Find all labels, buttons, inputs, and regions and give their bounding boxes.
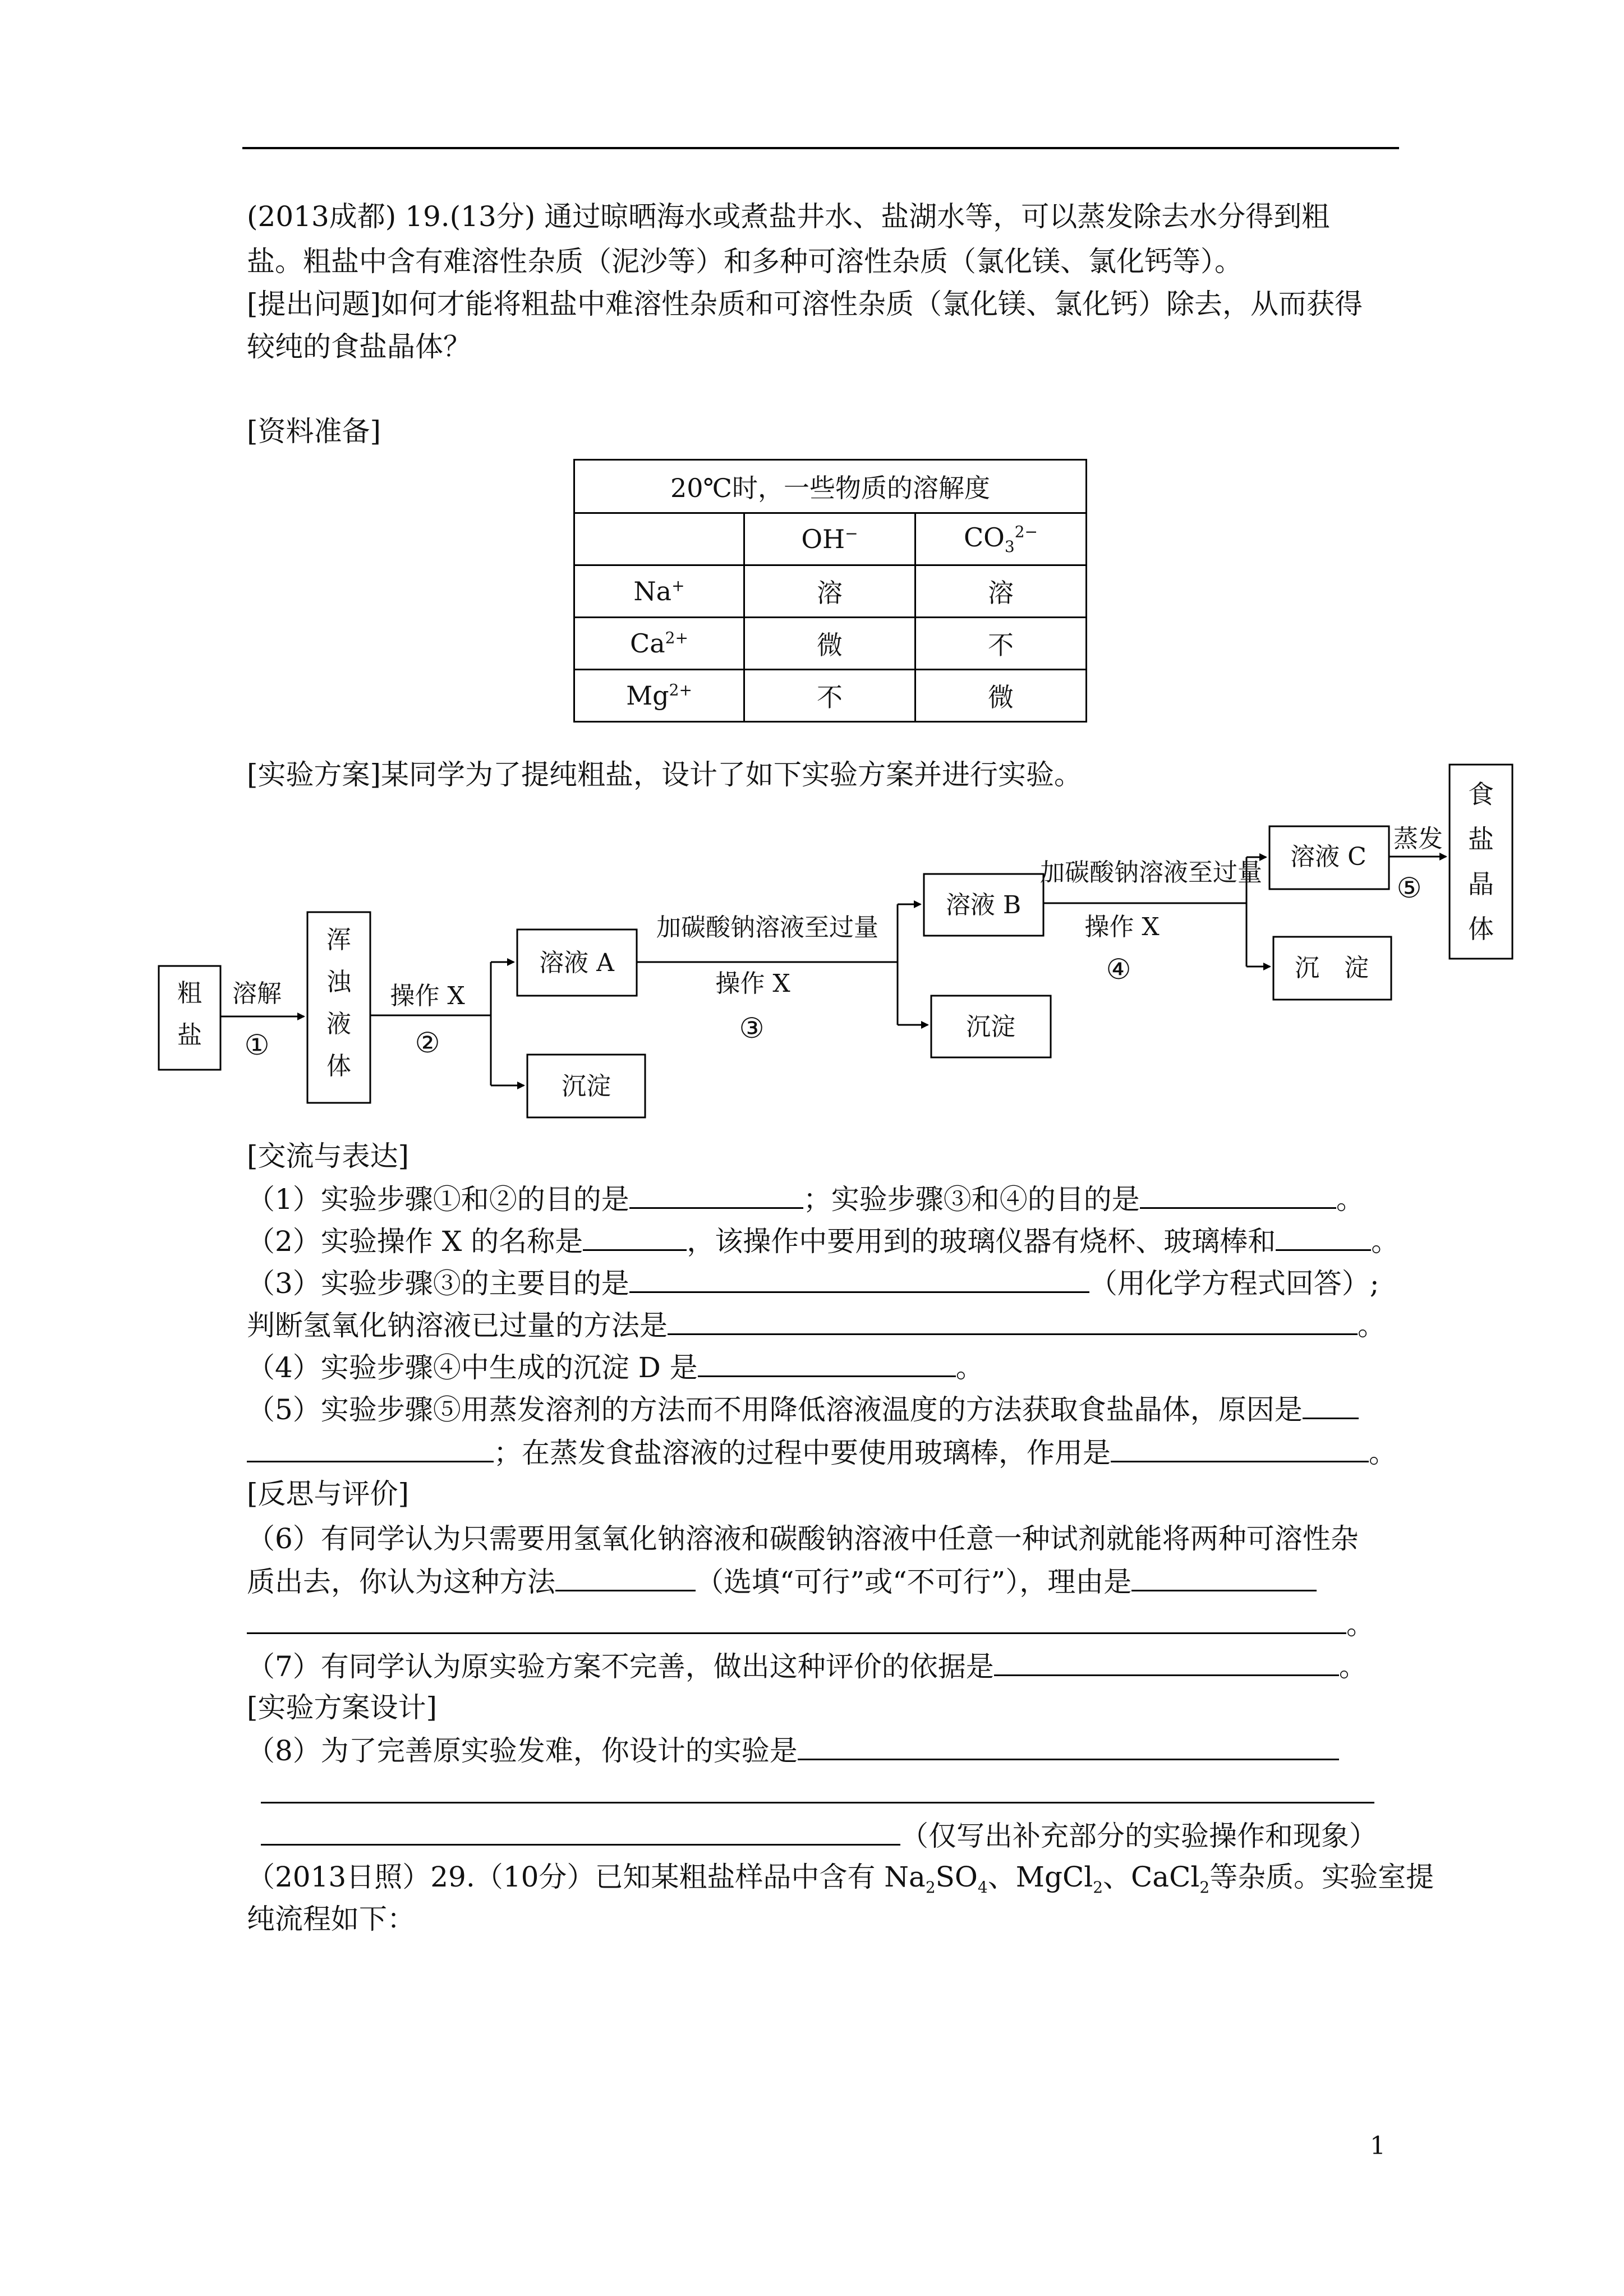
answer-blank[interactable] [629, 1262, 1089, 1293]
question-2: （2）实验操作 X 的名称是 ，该操作中要用到的玻璃仪器有烧杯、玻璃棒和 。 [247, 1220, 1402, 1262]
dissolve-label: 溶解 [232, 979, 282, 1008]
answer-blank[interactable] [629, 1178, 803, 1209]
materials-heading: [资料准备] [247, 415, 381, 448]
table-col-oh: OH− [744, 513, 915, 565]
page-number: 1 [1370, 2132, 1386, 2160]
row-ion: $Mg^{2+}$ [574, 670, 744, 722]
answer-blank[interactable] [247, 1603, 1346, 1634]
question-5-cont: ；在蒸发食盐溶液的过程中要使用玻璃棒，作用是 。 [247, 1432, 1402, 1473]
turbid-4: 体 [326, 1052, 351, 1080]
answer-blank[interactable] [1303, 1388, 1359, 1419]
row-co3: 不 [915, 618, 1087, 670]
question-4: （4）实验步骤④中生成的沉淀 D 是 。 [247, 1346, 1402, 1388]
crude-2: 盐 [177, 1021, 202, 1050]
intro-line-1: (2013成都) 19.(13分) 通过晾晒海水或煮盐井水、盐湖水等，可以蒸发除去水分得到粗 [247, 200, 1330, 233]
question-8: （8）为了完善原实验发难，你设计的实验是 [247, 1729, 1402, 1771]
add-sodium-carbonate-1: 加碳酸钠溶液至过量 [656, 913, 878, 942]
salt-1: 食 [1468, 779, 1494, 809]
question-8-line [261, 1773, 1416, 1814]
salt-4: 体 [1468, 914, 1494, 944]
operation-x-4: 操作 X [1084, 913, 1160, 941]
step-1: ① [244, 1029, 270, 1061]
next-problem-line-2: 纯流程如下： [247, 1903, 415, 1935]
salt-2: 盐 [1468, 824, 1494, 854]
question-8-end: （仅写出补充部分的实验操作和现象） [261, 1815, 1416, 1856]
step-3: ③ [739, 1012, 765, 1045]
evaporate-label: 蒸发 [1393, 825, 1443, 853]
question-7: （7）有同学认为原实验方案不完善，做出这种评价的依据是 。 [247, 1645, 1402, 1687]
solution-c: 溶液 C [1290, 843, 1367, 871]
crude-1: 粗 [177, 979, 202, 1007]
question-3: （3）实验步骤③的主要目的是 （用化学方程式回答）; [247, 1262, 1402, 1304]
salt-3: 晶 [1468, 869, 1494, 899]
table-col-co3: $CO_3^{2-}$ [915, 513, 1087, 565]
answer-blank[interactable] [1276, 1220, 1371, 1251]
plan-text: [实验方案]某同学为了提纯粗盐，设计了如下实验方案并进行实验。 [247, 758, 1083, 791]
answer-blank[interactable] [698, 1346, 956, 1377]
row-co3: 溶 [915, 565, 1087, 618]
answer-blank[interactable] [994, 1645, 1339, 1676]
answer-blank[interactable] [583, 1220, 687, 1251]
row-ion: Na+ [574, 565, 744, 618]
row-oh: 溶 [744, 565, 915, 618]
operation-x-2: 操作 X [390, 982, 465, 1010]
intro-line-2: 盐。粗盐中含有难溶性杂质（泥沙等）和多种可溶性杂质（氯化镁、氯化钙等）。 [247, 245, 1243, 278]
answer-blank[interactable] [247, 1432, 494, 1462]
heading-reflection: [反思与评价] [247, 1478, 410, 1510]
row-co3: 微 [915, 670, 1087, 722]
precipitate-2: 沉淀 [966, 1013, 1015, 1041]
precipitate-1: 沉淀 [562, 1072, 611, 1101]
question-5: （5）实验步骤⑤用蒸发溶剂的方法而不用降低溶液温度的方法获取食盐晶体，原因是 [247, 1388, 1402, 1430]
question-line-1: [提出问题]如何才能将粗盐中难溶性杂质和可溶性杂质（氯化镁、氯化钙）除去，从而获得 [247, 288, 1363, 320]
answer-blank[interactable] [1131, 1561, 1317, 1591]
answer-blank[interactable] [555, 1561, 696, 1591]
answer-blank[interactable] [1111, 1432, 1369, 1462]
answer-blank[interactable] [1140, 1178, 1336, 1209]
turbid-3: 液 [326, 1010, 351, 1038]
table-title: 20℃时，一些物质的溶解度 [574, 460, 1087, 513]
question-line-2: 较纯的食盐晶体？ [247, 330, 471, 363]
add-sodium-carbonate-2: 加碳酸钠溶液至过量 [1040, 858, 1262, 887]
row-oh: 微 [744, 618, 915, 670]
question-6-line: 。 [247, 1603, 1402, 1645]
answer-blank[interactable] [798, 1729, 1339, 1760]
answer-blank[interactable] [261, 1815, 900, 1846]
step-2: ② [415, 1027, 440, 1059]
question-6-cont: 质出去，你认为这种方法 （选填“可行”或“不可行”），理由是 [247, 1561, 1402, 1602]
heading-design: [实验方案设计] [247, 1691, 438, 1724]
turbid-2: 浊 [326, 968, 351, 996]
answer-blank[interactable] [261, 1773, 1374, 1803]
question-6: （6）有同学认为只需要用氢氧化钠溶液和碳酸钠溶液中任意一种试剂就能将两种可溶性杂 [247, 1522, 1359, 1555]
precipitate-3: 沉 淀 [1295, 954, 1369, 982]
row-oh: 不 [744, 670, 915, 722]
row-ion: $Ca^{2+}$ [574, 618, 744, 670]
answer-blank[interactable] [668, 1304, 1358, 1335]
heading-exchange: [交流与表达] [247, 1140, 410, 1172]
turbid-1: 浑 [326, 926, 351, 954]
solution-a: 溶液 A [539, 949, 614, 977]
operation-x-3: 操作 X [715, 969, 790, 998]
question-1: （1）实验步骤①和②的目的是 ；实验步骤③和④的目的是 。 [247, 1178, 1402, 1220]
question-3-cont: 判断氢氧化钠溶液已过量的方法是 。 [247, 1304, 1402, 1346]
next-problem-line-1: （2013日照）29.（10分）已知某粗盐样品中含有 $Na_2SO_4$、MgCl$_2$、CaCl$_2$等杂质。实验室提 [247, 1861, 1434, 1897]
step-5: ⑤ [1396, 872, 1422, 904]
step-4: ④ [1106, 953, 1131, 986]
solution-b: 溶液 B [945, 891, 1022, 919]
